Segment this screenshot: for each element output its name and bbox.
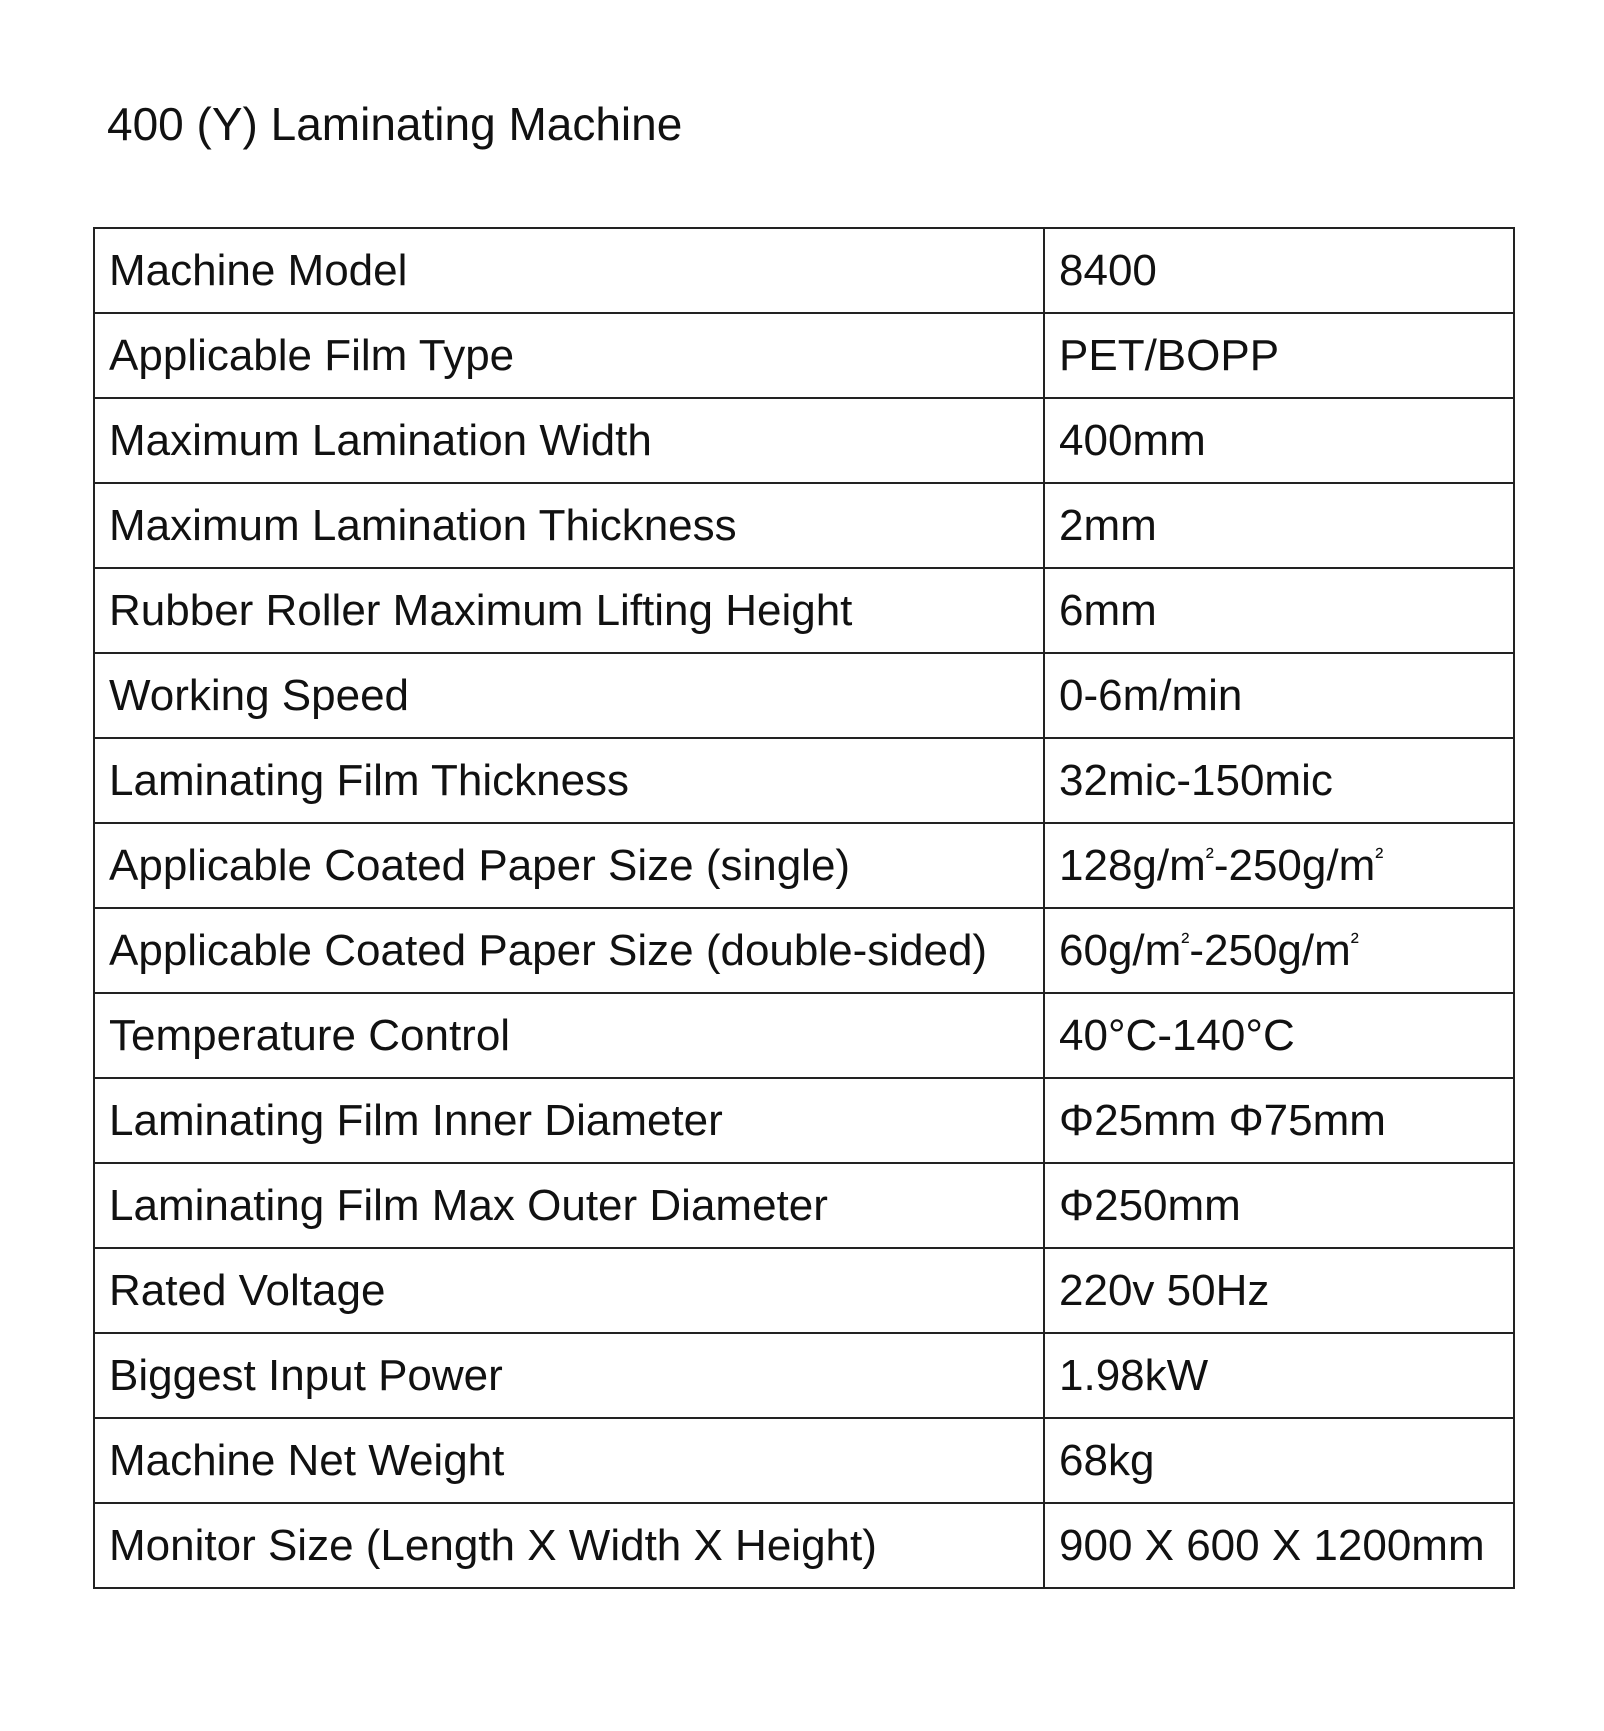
table-row	[94, 1163, 1514, 1248]
table-row	[94, 398, 1514, 483]
spec-value: 1.98kW	[1044, 1333, 1514, 1418]
spec-label: Laminating Film Inner Diameter	[94, 1078, 1044, 1163]
spec-label: Machine Model	[94, 228, 1044, 313]
spec-table	[93, 227, 1515, 1589]
spec-value: 400mm	[1044, 398, 1514, 483]
table-row	[94, 1333, 1514, 1418]
table-row	[94, 1078, 1514, 1163]
spec-value: 32mic-150mic	[1044, 738, 1514, 823]
spec-label: Rubber Roller Maximum Lifting Height	[94, 568, 1044, 653]
spec-value: Φ250mm	[1044, 1163, 1514, 1248]
spec-label: Laminating Film Thickness	[94, 738, 1044, 823]
spec-label: Laminating Film Max Outer Diameter	[94, 1163, 1044, 1248]
table-row	[94, 1418, 1514, 1503]
spec-value: 0-6m/min	[1044, 653, 1514, 738]
spec-value: 220v 50Hz	[1044, 1248, 1514, 1333]
table-row	[94, 568, 1514, 653]
spec-value: PET/BOPP	[1044, 313, 1514, 398]
spec-label: Maximum Lamination Width	[94, 398, 1044, 483]
spec-label: Working Speed	[94, 653, 1044, 738]
spec-value: 68kg	[1044, 1418, 1514, 1503]
spec-label: Machine Net Weight	[94, 1418, 1044, 1503]
table-row	[94, 483, 1514, 568]
spec-value: $60g/m^{^2}-250g/m^{^2}$	[1044, 908, 1514, 993]
table-row	[94, 823, 1514, 908]
table-row	[94, 993, 1514, 1078]
spec-label: Biggest Input Power	[94, 1333, 1044, 1418]
spec-label: Applicable Film Type	[94, 313, 1044, 398]
spec-value: $128g/m^{^2}-250g/m^{^2}$	[1044, 823, 1514, 908]
table-row	[94, 908, 1514, 993]
spec-value: 2mm	[1044, 483, 1514, 568]
spec-label: Temperature Control	[94, 993, 1044, 1078]
spec-label: Rated Voltage	[94, 1248, 1044, 1333]
table-row	[94, 1503, 1514, 1588]
table-row	[94, 738, 1514, 823]
spec-value: 8400	[1044, 228, 1514, 313]
spec-label: Monitor Size (Length X Width X Height)	[94, 1503, 1044, 1588]
spec-value: 6mm	[1044, 568, 1514, 653]
table-row	[94, 313, 1514, 398]
page-title: 400 (Y) Laminating Machine	[107, 98, 683, 150]
table-row	[94, 1248, 1514, 1333]
table-row	[94, 228, 1514, 313]
spec-table-body	[94, 228, 1514, 1588]
spec-value: Φ25mm Φ75mm	[1044, 1078, 1514, 1163]
table-row	[94, 653, 1514, 738]
spec-label: Applicable Coated Paper Size (double-sided)	[94, 908, 1044, 993]
spec-label: Applicable Coated Paper Size (single)	[94, 823, 1044, 908]
spec-label: Maximum Lamination Thickness	[94, 483, 1044, 568]
spec-value: 900 X 600 X 1200mm	[1044, 1503, 1514, 1588]
spec-value: 40°C-140°C	[1044, 993, 1514, 1078]
